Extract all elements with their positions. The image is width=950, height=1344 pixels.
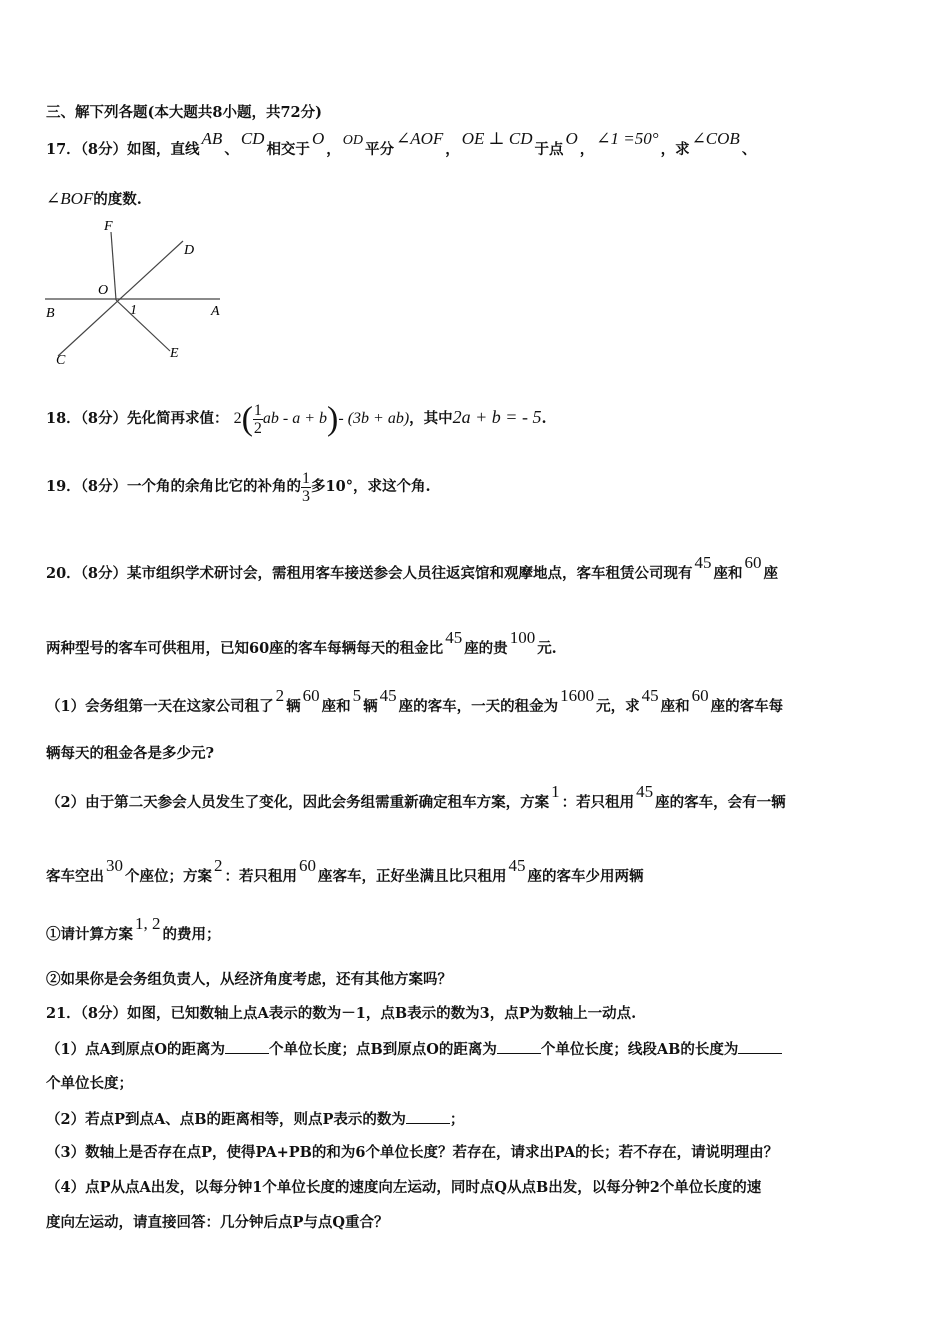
q20-n30: 30 <box>106 856 123 875</box>
q18-tail: - (3b + ab) <box>338 410 410 427</box>
q20-s2g: 座客车，正好坐满且比只租用 <box>318 868 507 885</box>
q18-condition: 2a + b = - 5 <box>452 407 542 427</box>
q18-period: . <box>541 410 547 427</box>
q20-s1b: 座和 <box>321 698 351 715</box>
q21-p2b: ； <box>449 1111 465 1128</box>
q19-frac <box>301 470 311 505</box>
q21-blank-1 <box>225 1039 269 1054</box>
q17-angle-cob: ∠COB <box>691 129 740 148</box>
q17-angle1: ∠1 =50° <box>596 129 659 148</box>
q19-frac-den: 3 <box>302 487 311 505</box>
q20-n1600: 1600 <box>560 686 595 705</box>
q20-n45-e: 45 <box>636 782 654 801</box>
q17-line-ab: AB <box>201 129 223 148</box>
q20-c1b: 的费用； <box>162 926 221 943</box>
ray-of <box>111 232 116 300</box>
q20-sub2-line1 <box>46 782 786 813</box>
q20-n2-b: 2 <box>214 856 223 875</box>
q17-number: 17． <box>46 141 81 158</box>
q17-comma-1: ， <box>326 141 341 158</box>
q17-angle-aof: ∠AOF <box>395 129 444 148</box>
q17-line2 <box>46 189 142 210</box>
q17-angle-bof: ∠BOF <box>46 189 94 208</box>
q18-coef: 2 <box>233 410 242 427</box>
q20-p1a: 某市组织学术研讨会，需租用客车接送参会人员往返宾馆和观摩地点，客车租赁公司现有 <box>127 565 693 582</box>
q17-line1 <box>46 129 757 161</box>
q18-frac-den: 2 <box>253 419 262 437</box>
q20-n60-b: 60 <box>302 686 320 705</box>
q20-sub1-line1 <box>46 686 784 717</box>
q20-s2b: ：若只租用 <box>561 794 635 811</box>
q18-frac <box>253 402 263 437</box>
q17-ask: 求 <box>675 141 690 158</box>
q20-s2d: 客车空出 <box>46 868 104 885</box>
q20-number: 20． <box>46 565 81 582</box>
q20-zuo-he-2: 座和 <box>660 698 690 715</box>
q20-n2: 2 <box>275 686 285 705</box>
q21-blank-2 <box>497 1039 541 1054</box>
q20-liang-a: 辆 <box>286 698 301 715</box>
q20-n45-f: 45 <box>508 856 526 875</box>
q21-p1a: （1）点A到原点O的距离为 <box>46 1041 225 1058</box>
label-a: A <box>211 304 220 319</box>
q20-zuo: 座 <box>763 565 779 582</box>
q18-frac-num: 1 <box>253 401 262 419</box>
q20-line2 <box>46 628 557 659</box>
q19-text-after: 多10°，求这个角. <box>311 478 431 495</box>
q20-s2e: 个座位；方案 <box>125 868 212 885</box>
q20-c1 <box>46 914 221 945</box>
q21-p2a: （2）若点P到点A、点B的距离相等，则点P表示的数为 <box>46 1111 406 1128</box>
q20-s1d: 元，求 <box>596 698 640 715</box>
q17-perp: OE ⊥ CD <box>461 129 533 148</box>
q19-line <box>46 465 431 509</box>
q21-blank-4 <box>406 1109 450 1124</box>
q20-p2b: 座的贵 <box>464 640 508 657</box>
q17-sep: 、 <box>224 141 239 158</box>
q20-c2: ②如果你是会务组负责人，从经济角度考虑，还有其他方案吗？ <box>46 971 452 988</box>
q17-sep-2: 、 <box>741 141 757 158</box>
q17-point-o-2: O <box>565 129 578 148</box>
q20-s1e: 座的客车每 <box>710 698 784 715</box>
q18-expression: 2( $\frac{1}{2}$ ab - a + b)- (3b + ab) <box>233 400 410 438</box>
q17-bisect: 平分 <box>364 141 394 158</box>
q17-score: （8分） <box>80 141 128 158</box>
q20-n5: 5 <box>352 686 362 705</box>
q17-comma-2: ， <box>445 141 460 158</box>
q20-s2h: 座的客车少用两辆 <box>527 868 644 885</box>
q20-sub1-line2: 辆每天的租金各是多少元? <box>46 745 214 762</box>
label-f: F <box>104 219 113 234</box>
q18-inner: ab - a + b <box>262 410 328 427</box>
q20-p2a: 两种型号的客车可供租用，已知60座的客车每辆每天的租金比 <box>46 640 444 657</box>
q20-n60-d: 60 <box>299 856 316 875</box>
q20-n100: 100 <box>509 628 536 647</box>
q20-n60-c: 60 <box>691 686 709 705</box>
q20-n60-a: 60 <box>744 553 762 572</box>
q21-p2 <box>46 1109 464 1130</box>
q20-s2f: ：若只租用 <box>224 868 297 885</box>
q21-blank-3 <box>738 1039 782 1054</box>
q20-yuan: 元. <box>537 640 557 657</box>
label-d: D <box>184 243 195 258</box>
q20-liang-b: 辆 <box>363 698 378 715</box>
q20-n45-a: 45 <box>694 553 712 572</box>
q21-p1b: 个单位长度；点B到原点O的距离为 <box>268 1041 497 1058</box>
label-1: 1 <box>130 303 137 318</box>
q18-line <box>46 397 547 437</box>
q20-s2a: （2）由于第二天参会人员发生了变化，因此会务组需重新确定租车方案，方案 <box>46 794 550 811</box>
ray-oe <box>116 300 170 351</box>
q20-score: （8分） <box>80 565 128 582</box>
q20-n45-c: 45 <box>379 686 397 705</box>
q19-text-before: 一个角的余角比它的补角的 <box>127 478 302 495</box>
q20-n1: 1 <box>551 782 560 801</box>
label-c: C <box>56 353 66 368</box>
q17-ask-tail: 的度数. <box>93 191 142 208</box>
section-title: 三、解下列各题(本大题共8小题，共72分) <box>46 104 322 121</box>
q17-ray-od: OD <box>342 133 363 148</box>
q21-p1c: 个单位长度；线段AB的长度为 <box>540 1041 739 1058</box>
q20-n45-b: 45 <box>445 628 463 647</box>
q20-s1c: 座的客车，一天的租金为 <box>398 698 559 715</box>
q17-figure <box>40 214 230 369</box>
q17-comma-4: ， <box>660 141 676 158</box>
q21-p3: （3）数轴上是否存在点P，使得PA+PB的和为6个单位长度？若存在，请求出PA的长；若不存在，请说明理由？ <box>46 1144 779 1161</box>
q17-line-cd: CD <box>240 129 265 148</box>
q21-p4-tail: 度向左运动，请直接回答：几分钟后点P与点Q重合？ <box>46 1214 389 1231</box>
q20-n12: 1, 2 <box>135 914 161 933</box>
q17-point-o: O <box>311 129 325 148</box>
q19-number: 19． <box>46 478 81 495</box>
q20-zuo-he: 座和 <box>713 565 743 582</box>
q19-frac-num: 1 <box>302 469 311 487</box>
q17-intro: 如图，直线 <box>127 141 200 158</box>
q17-intersect: 相交于 <box>266 141 310 158</box>
q19-score: （8分） <box>80 478 128 495</box>
q21-p1 <box>46 1039 782 1060</box>
q20-s1a: （1）会务组第一天在这家公司租了 <box>46 698 274 715</box>
q21-p4: （4）点P从点A出发，以每分钟1个单位长度的速度向左运动，同时点Q从点B出发，以每分钟2个单位长度的速 <box>46 1179 762 1196</box>
label-o: O <box>98 283 109 298</box>
q21-line1: 21．（8分）如图，已知数轴上点A表示的数为－1，点B表示的数为3，点P为数轴上一动点. <box>46 1005 637 1022</box>
q17-comma-3: ， <box>579 141 595 158</box>
q20-c1a: ①请计算方案 <box>46 926 133 943</box>
q18-number: 18． <box>46 410 81 427</box>
q20-sub2-line2 <box>46 856 644 887</box>
q17-at-point: 于点 <box>534 141 564 158</box>
q18-score: （8分） <box>80 410 128 427</box>
q20-n45-d: 45 <box>641 686 659 705</box>
label-b: B <box>46 306 55 321</box>
q20-s2c: 座的客车，会有一辆 <box>655 794 786 811</box>
q18-text: 先化简再求值： <box>127 410 229 427</box>
label-e: E <box>170 346 179 361</box>
q21-p1-tail: 个单位长度； <box>46 1075 133 1092</box>
q20-line1 <box>46 553 779 584</box>
q18-where: ，其中 <box>409 410 453 427</box>
